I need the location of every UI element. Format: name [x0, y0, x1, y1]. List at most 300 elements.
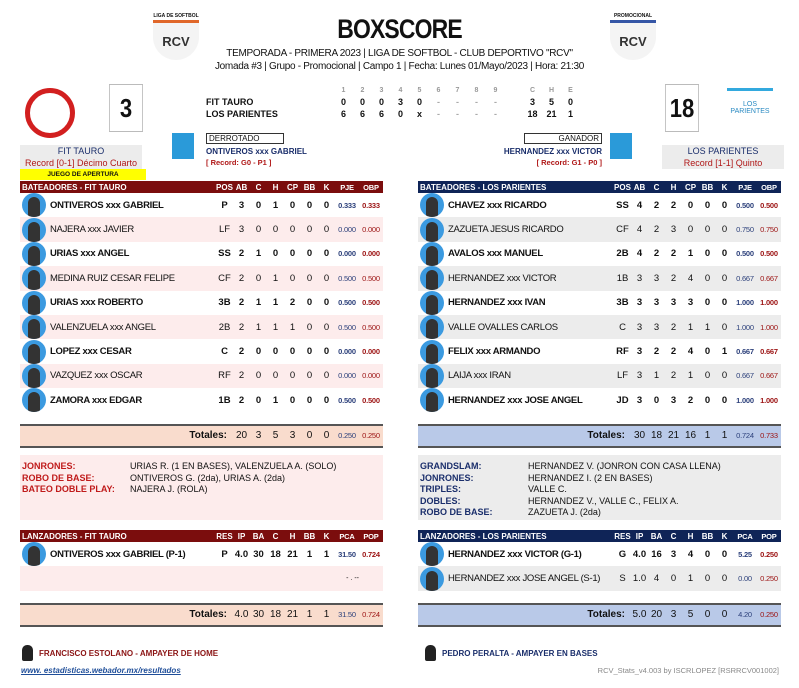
totals-label: Totales: [587, 609, 625, 621]
stat-cell: 0 [306, 394, 313, 406]
stat-cell: G [618, 548, 627, 560]
stat-cell: 1.000 [736, 322, 754, 332]
batter-row [20, 388, 383, 412]
stat-cell: 0 [306, 248, 313, 260]
total-cell: 0 [704, 609, 711, 621]
stat-cell: 0.250 [760, 574, 778, 584]
note-row [22, 484, 381, 496]
total-cell: 16 [684, 430, 697, 442]
column-header: POP [363, 531, 379, 541]
player-avatar-icon [420, 567, 444, 591]
column-header: BA [650, 531, 663, 541]
stat-cell: 0.250 [760, 549, 778, 559]
total-cell: 31.50 [338, 610, 356, 620]
stat-cell: 3 [636, 370, 643, 382]
opening-game-badge: JUEGO DE APERTURA [20, 169, 146, 180]
stat-cell: 2 [653, 248, 660, 260]
player-avatar-icon [420, 315, 444, 339]
stat-cell: 4 [636, 199, 643, 211]
player-avatar-icon [420, 291, 444, 315]
total-cell: 1 [721, 430, 728, 442]
stat-cell: 16 [651, 548, 662, 560]
base-umpire [425, 645, 598, 661]
stat-cell: 0 [289, 199, 296, 211]
totals-label: Totales: [189, 430, 227, 442]
total-cell: 5 [272, 430, 279, 442]
stat-cell: 0.500 [760, 200, 778, 210]
total-cell: 3 [289, 430, 296, 442]
stat-cell: 0 [704, 346, 711, 358]
stat-cell: LF [616, 370, 629, 382]
stat-cell: 1 [272, 394, 279, 406]
note-value: ZAZUETA J. (2da) [528, 507, 601, 517]
stat-cell: 21 [287, 548, 298, 560]
totals-row [418, 424, 781, 448]
empty-value: - . -- [346, 575, 359, 583]
inning-runs: - [437, 97, 440, 107]
stat-cell: 2 [653, 199, 660, 211]
inning-runs: - [437, 109, 440, 119]
table-header [20, 530, 383, 542]
player-avatar-icon [22, 340, 46, 364]
stat-cell: 1B [218, 394, 231, 406]
totals-label: Totales: [587, 430, 625, 442]
player-name[interactable]: CHAVEZ xxx RICARDO [448, 199, 547, 211]
stat-cell: 0 [721, 272, 728, 284]
player-name[interactable]: HERNANDEZ xxx VICTOR (G-1) [448, 548, 582, 560]
column-header: OBP [363, 182, 379, 192]
stat-cell: 0.750 [760, 225, 778, 235]
inning-label: 5 [417, 87, 422, 94]
stat-cell: C [619, 321, 626, 333]
stat-cell: 0 [323, 224, 330, 236]
stat-cell: 1 [323, 548, 330, 560]
total-cell: 0.250 [362, 431, 380, 441]
stat-cell: 1 [687, 248, 694, 260]
total-cell: 21 [667, 430, 680, 442]
column-header: IP [237, 531, 246, 541]
note-value: HERNANDEZ V., VALLE C., FELIX A. [528, 495, 679, 506]
stat-cell: 3 [636, 272, 643, 284]
column-header: POS [614, 182, 631, 192]
column-header: H [670, 182, 677, 192]
player-name[interactable]: HERNANDEZ xxx JOSE ANGEL [448, 394, 583, 406]
total-cell: 0 [721, 609, 728, 621]
note-label: ROBO DE BASE: [22, 472, 95, 483]
page-title: BOXSCORE [337, 14, 462, 44]
player-name[interactable]: LOPEZ xxx CESAR [50, 346, 132, 358]
stat-cell: 1 [704, 321, 711, 333]
stat-cell: 0.000 [338, 371, 356, 381]
batter-row [20, 339, 383, 363]
stat-cell: 3 [653, 297, 660, 309]
note-row [420, 507, 779, 519]
stat-cell: 0.500 [736, 249, 754, 259]
inning-runs: - [456, 97, 459, 107]
total-label: C [529, 87, 536, 94]
winning-pitcher: HERNANDEZ xxx VICTOR [503, 147, 602, 156]
away-team-name: LOS PARIENTES [687, 146, 759, 156]
stat-cell: 0 [323, 199, 330, 211]
note-label: JONRONES: [22, 461, 76, 471]
stat-cell: 0.500 [736, 200, 754, 210]
total-label: E [568, 87, 573, 94]
total-cell: 4.0 [234, 609, 249, 621]
stat-cell: 0 [289, 224, 296, 236]
total-cell: 4.20 [738, 610, 752, 620]
column-header: BA [252, 531, 265, 541]
inning-runs: 6 [378, 109, 384, 119]
totals-row [20, 603, 383, 627]
inning-runs: 0 [397, 109, 403, 119]
stat-cell: 0 [653, 394, 660, 406]
stat-cell: 0 [289, 346, 296, 358]
stat-cell: 0 [687, 224, 694, 236]
total-cell: 5 [687, 609, 694, 621]
note-row [420, 496, 779, 508]
batter-row [20, 291, 383, 315]
stat-cell: 0 [704, 394, 711, 406]
linescore-row [206, 109, 580, 121]
empty-pitcher-row [20, 566, 383, 590]
stat-cell: 0 [721, 321, 728, 333]
player-avatar-icon [22, 193, 46, 217]
stat-cell: 4.0 [234, 548, 249, 560]
note-label: DOBLES: [420, 495, 461, 506]
player-name[interactable]: URIAS xxx ANGEL [50, 248, 130, 260]
inning-label: 9 [493, 87, 498, 94]
stat-cell: 4 [653, 573, 660, 585]
stat-cell: CF [218, 272, 231, 284]
stat-cell: 0.500 [338, 395, 356, 405]
inning-label: 1 [341, 87, 346, 94]
spacer [20, 591, 383, 603]
away-pitching-table [418, 530, 781, 627]
total-cell: 0.724 [362, 610, 380, 620]
stat-cell: 0 [323, 394, 330, 406]
total-cell: 0.250 [338, 431, 356, 441]
winning-pitcher-record: [ Record: G1 - P0 ] [536, 158, 602, 167]
batter-row [418, 339, 781, 363]
table-header [418, 181, 781, 193]
stat-cell: 1 [721, 346, 728, 358]
stat-cell: 0 [255, 394, 262, 406]
league-caption: LIGA DE SOFTBOL [153, 13, 199, 19]
game-info: Jomada #3 | Grupo - Promocional | Campo 1 | Fecha: Lunes 01/Mayo/2023 | Hora: 21:30 [214, 61, 585, 72]
column-header: BB [303, 531, 316, 541]
team-total: 5 [548, 97, 554, 107]
rcv-logo-left: RCV [153, 20, 199, 60]
stat-cell: 0 [255, 272, 262, 284]
stat-cell: 0.000 [362, 249, 380, 259]
column-header: C [255, 182, 262, 192]
note-value: VALLE C. [528, 484, 567, 494]
stat-cell: 3 [636, 321, 643, 333]
note-row [22, 473, 381, 485]
pitcher-row [418, 542, 781, 566]
stat-cell: 0 [704, 224, 711, 236]
stat-cell: 0 [306, 370, 313, 382]
spacer [20, 413, 383, 424]
table-title: LANZADORES - LOS PARIENTES [420, 531, 547, 541]
stat-cell: 0 [272, 370, 279, 382]
home-umpire-name: FRANCISCO ESTOLANO - AMPAYER DE HOME [39, 648, 219, 658]
total-cell: 20 [650, 609, 663, 621]
column-header: PCA [737, 531, 753, 541]
away-team-box [662, 145, 784, 169]
stat-cell: 0 [721, 297, 728, 309]
stat-cell: 2B [616, 248, 629, 260]
stat-cell: 0 [323, 321, 330, 333]
column-header: H [272, 182, 279, 192]
inning-runs: 0 [378, 97, 384, 107]
stat-cell: 1 [687, 573, 694, 585]
player-avatar-icon [22, 291, 46, 315]
total-cell: 1 [323, 609, 330, 621]
stat-cell: 0 [323, 248, 330, 260]
stat-cell: 1.000 [736, 395, 754, 405]
batter-row [20, 315, 383, 339]
base-umpire-name: PEDRO PERALTA - AMPAYER EN BASES [442, 648, 598, 658]
stat-cell: 2 [670, 370, 677, 382]
total-cell: 3 [670, 609, 677, 621]
linescore-team-name: LOS PARIENTES [206, 109, 278, 119]
stat-cell: 0 [255, 224, 262, 236]
column-header: IP [635, 531, 644, 541]
note-row [420, 461, 779, 473]
note-row [420, 473, 779, 485]
column-header: RES [614, 531, 631, 541]
column-header: PJE [738, 182, 752, 192]
column-header: AB [633, 182, 646, 192]
column-header: RES [216, 531, 233, 541]
stat-cell: 18 [270, 548, 281, 560]
results-link[interactable]: www. estadisticas.webador.mx/resultados [21, 666, 181, 675]
total-cell: 18 [269, 609, 282, 621]
player-avatar-icon [22, 218, 46, 242]
inning-label: 8 [474, 87, 479, 94]
stat-cell: 0.500 [760, 249, 778, 259]
player-name[interactable]: VAZQUEZ xxx OSCAR [50, 370, 143, 382]
total-cell: 18 [650, 430, 663, 442]
batter-row [20, 242, 383, 266]
table-title: BATEADORES - LOS PARIENTES [420, 182, 547, 192]
total-cell: 30 [633, 430, 646, 442]
batter-row [418, 217, 781, 241]
stat-cell: 31.50 [338, 549, 356, 559]
player-name[interactable]: LAIJA xxx IRAN [448, 370, 511, 382]
stat-cell: 1.000 [760, 322, 778, 332]
linescore-header [334, 87, 580, 94]
umpire-icon [425, 645, 436, 661]
player-name[interactable]: HERNANDEZ xxx JOSE ANGEL (S-1) [448, 573, 601, 585]
home-team-name: FIT TAURO [57, 146, 105, 156]
stat-cell: 1 [255, 297, 262, 309]
player-name[interactable]: ZAMORA xxx EDGAR [50, 394, 142, 406]
stat-cell: 0 [306, 321, 313, 333]
player-avatar-icon [22, 242, 46, 266]
total-cell: 21 [286, 609, 299, 621]
stat-cell: 1 [272, 199, 279, 211]
stat-cell: 0 [255, 370, 262, 382]
note-row [420, 484, 779, 496]
player-name[interactable]: VALLE OVALLES CARLOS [448, 321, 558, 333]
stat-cell: 0.667 [760, 371, 778, 381]
stat-cell: 3 [238, 199, 245, 211]
away-notes [418, 455, 781, 520]
stat-cell: 2 [653, 224, 660, 236]
home-umpire [22, 645, 218, 661]
inning-runs: - [475, 109, 478, 119]
stat-cell: 2 [670, 272, 677, 284]
stat-cell: 0 [255, 346, 262, 358]
stat-cell: 2 [670, 199, 677, 211]
note-label: BATEO DOBLE PLAY: [22, 484, 115, 494]
player-name[interactable]: NAJERA xxx JAVIER [50, 224, 134, 236]
stat-cell: 2 [238, 321, 245, 333]
stat-cell: P [221, 199, 228, 211]
stat-cell: 0 [721, 224, 728, 236]
column-header: C [272, 531, 279, 541]
home-pitching-table [20, 530, 383, 627]
stat-cell: 2B [218, 321, 231, 333]
column-header: H [289, 531, 296, 541]
column-header: AB [235, 182, 248, 192]
column-header: OBP [761, 182, 777, 192]
table-title: LANZADORES - FIT TAURO [22, 531, 127, 541]
note-label: JONRONES: [420, 472, 474, 483]
player-name[interactable]: AVALOS xxx MANUEL [448, 248, 543, 260]
home-score: 3 [109, 84, 143, 132]
stat-cell: 1.000 [760, 298, 778, 308]
note-value: HERNANDEZ V. (JONRON CON CASA LLENA) [528, 461, 721, 471]
stat-cell: 3B [218, 297, 231, 309]
pitcher-row [418, 566, 781, 590]
stat-cell: 3 [636, 297, 643, 309]
stat-cell: 1 [687, 370, 694, 382]
batter-row [20, 266, 383, 290]
total-cell: 0.733 [760, 431, 778, 441]
stat-cell: 4.0 [632, 548, 647, 560]
player-avatar-icon [420, 542, 444, 566]
stat-cell: SS [218, 248, 231, 260]
inning-runs: 6 [359, 109, 365, 119]
stat-cell: 3 [670, 548, 677, 560]
stat-cell: 2 [238, 394, 245, 406]
stat-cell: 0.667 [760, 347, 778, 357]
stat-cell: 3 [636, 394, 643, 406]
player-name[interactable]: HERNANDEZ xxx VICTOR [448, 272, 557, 284]
player-name[interactable]: FELIX xxx ARMANDO [448, 346, 541, 358]
stat-cell: 0.000 [338, 249, 356, 259]
stat-cell: 1 [255, 248, 262, 260]
player-name[interactable]: HERNANDEZ xxx IVAN [448, 297, 546, 309]
stat-cell: 2 [238, 272, 245, 284]
note-value: URIAS R. (1 EN BASES), VALENZUELA A. (SOLO) [130, 461, 337, 471]
stat-cell: 0.667 [736, 273, 754, 283]
team-total: 3 [529, 97, 535, 107]
inning-label: 7 [455, 87, 460, 94]
home-team-record: Record [0-1] Décimo Cuarto [24, 158, 138, 168]
stat-cell: 1.000 [760, 395, 778, 405]
spacer [418, 413, 781, 424]
stat-cell: 3B [616, 297, 629, 309]
stat-cell: 0 [670, 573, 677, 585]
stat-cell: 0 [721, 248, 728, 260]
batter-row [418, 388, 781, 412]
season-info: TEMPORADA - PRIMERA 2023 | LIGA DE SOFTBOL - CLUB DEPORTIVO "RCV" [226, 48, 573, 59]
note-value: ONTIVEROS G. (2da), URIAS A. (2da) [130, 472, 286, 483]
linescore-team-name: FIT TAURO [206, 97, 254, 107]
player-name[interactable]: MEDINA RUIZ CESAR FELIPE [50, 272, 175, 284]
stat-cell: 0 [306, 199, 313, 211]
stat-cell: 3 [687, 297, 694, 309]
column-header: K [323, 531, 330, 541]
stat-cell: 0 [704, 573, 711, 585]
player-avatar-icon [22, 315, 46, 339]
column-header: BB [701, 531, 714, 541]
stat-cell: 0 [272, 346, 279, 358]
player-avatar-icon [420, 340, 444, 364]
stat-cell: 0 [306, 272, 313, 284]
inning-label: 4 [398, 87, 403, 94]
batter-row [418, 266, 781, 290]
column-header: BB [701, 182, 714, 192]
totals-row [20, 424, 383, 448]
stat-cell: SS [616, 199, 629, 211]
stat-cell: 1 [272, 321, 279, 333]
spacer [418, 591, 781, 603]
stat-cell: 2 [289, 297, 296, 309]
note-value: NAJERA J. (ROLA) [130, 484, 208, 494]
player-name[interactable]: ZAZUETA JESUS RICARDO [448, 224, 564, 236]
team-total: 0 [567, 97, 573, 107]
linescore-row [206, 97, 580, 109]
home-team-box [20, 145, 142, 169]
inning-label: 2 [360, 87, 365, 94]
total-cell: 0.724 [736, 431, 754, 441]
player-avatar-icon [22, 364, 46, 388]
player-name[interactable]: VALENZUELA xxx ANGEL [50, 321, 156, 333]
note-row [22, 461, 381, 473]
total-cell: 5.0 [632, 609, 647, 621]
loser-label: DERROTADO [206, 133, 284, 144]
stat-cell: 2 [670, 248, 677, 260]
stat-cell: 4 [636, 248, 643, 260]
stat-cell: 0 [323, 272, 330, 284]
stat-cell: S [619, 573, 626, 585]
pitcher-row [20, 542, 383, 566]
inning-runs: - [475, 97, 478, 107]
stat-cell: 0 [704, 297, 711, 309]
player-name[interactable]: ONTIVEROS xxx GABRIEL (P-1) [50, 548, 186, 560]
stat-cell: 0.333 [362, 200, 380, 210]
column-header: CP [286, 182, 299, 192]
player-avatar-icon [420, 266, 444, 290]
table-header [418, 530, 781, 542]
player-name[interactable]: ONTIVEROS xxx GABRIEL [50, 199, 164, 211]
batter-row [20, 364, 383, 388]
inning-runs: x [416, 109, 422, 119]
batter-row [418, 315, 781, 339]
stat-cell: 4 [687, 548, 694, 560]
table-title: BATEADORES - FIT TAURO [22, 182, 127, 192]
stat-cell: 1 [687, 321, 694, 333]
stat-cell: 0.00 [738, 574, 752, 584]
stat-cell: 0 [704, 248, 711, 260]
stat-cell: 0.667 [760, 273, 778, 283]
player-name[interactable]: URIAS xxx ROBERTO [50, 297, 143, 309]
